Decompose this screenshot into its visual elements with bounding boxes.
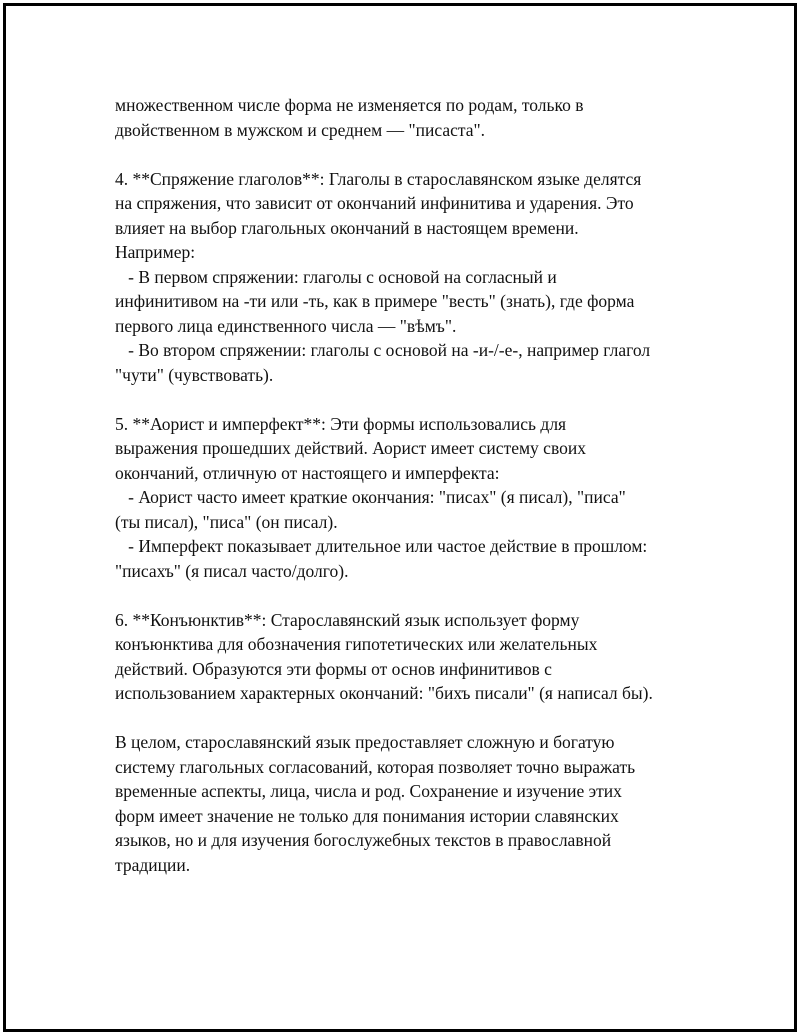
text-line: В целом, старославянский язык предоставляет сложную и богатую: [115, 732, 615, 752]
text-line: временные аспекты, лица, числа и род. Сохранение и изучение этих: [115, 781, 622, 801]
text-line: - В первом спряжении: глаголы с основой на согласный и: [115, 266, 557, 287]
paragraph-verb-conjugation: [115, 167, 705, 388]
text-line: "чути" (чувствовать).: [115, 364, 274, 385]
text-line: 4. **Спряжение глаголов**: Глаголы в старославянском языке делятся: [115, 168, 642, 189]
text-line: 5. **Аорист и имперфект**: Эти формы использовались для: [115, 413, 567, 434]
text-line: "писахъ" (я писал часто/долго).: [115, 560, 349, 581]
text-line: форм имеет значение не только для понимания истории славянских: [115, 805, 619, 826]
text-line: 6. **Конъюнктив**: Старославянский язык использует форму: [115, 609, 580, 630]
text-line: (ты писал), "писа" (он писал).: [115, 511, 338, 532]
text-line: языков, но и для изучения богослужебных текстов в православной: [115, 830, 612, 850]
text-line: традиции.: [115, 854, 191, 875]
text-line: на спряжения, что зависит от окончаний инфинитива и ударения. Это: [115, 193, 634, 213]
text-line: Например:: [115, 242, 196, 262]
text-line: инфинитивом на -ти или -ть, как в примере "весть" (знать), где форма: [115, 291, 635, 311]
text-line: множественном числе форма не изменяется по родам, только в: [115, 95, 584, 115]
text-line: действий. Образуются эти формы от основ инфинитивов с: [115, 658, 552, 679]
paragraph-conjunctive: [115, 608, 705, 706]
text-line: двойственном в мужском и среднем — "писаста".: [115, 119, 486, 140]
text-line: систему глагольных согласований, которая позволяет точно выражать: [115, 756, 636, 777]
text-line: - Имперфект показывает длительное или частое действие в прошлом:: [115, 536, 648, 556]
paragraph-aorist-imperfect: [115, 412, 705, 584]
text-line: конъюнктива для обозначения гипотетических или желательных: [115, 634, 598, 654]
text-line: выражения прошедших действий. Аорист имеет систему своих: [115, 438, 586, 458]
document-body: [115, 93, 705, 902]
text-line: - Аорист часто имеет краткие окончания: "писах" (я писал), "писа": [115, 487, 626, 507]
text-line: влияет на выбор глагольных окончаний в настоящем времени.: [115, 217, 579, 238]
text-line: первого лица единственного числа — "вѣмъ".: [115, 315, 457, 336]
text-line: использованием характерных окончаний: "бихъ писали" (я написал бы).: [115, 683, 653, 703]
paragraph-dual-number: [115, 93, 705, 142]
text-line: окончаний, отличную от настоящего и имперфекта:: [115, 462, 500, 483]
text-line: - Во втором спряжении: глаголы с основой на -и-/-е-, например глагол: [115, 340, 651, 360]
paragraph-conclusion: [115, 730, 705, 877]
